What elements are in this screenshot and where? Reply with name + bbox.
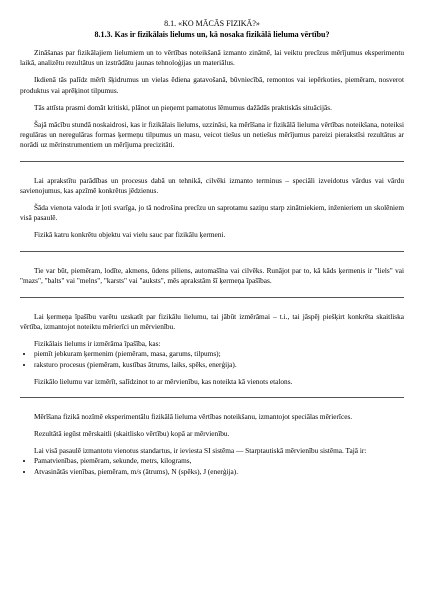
list-item: • Atvasinātās vienības, piemēram, m/s (ātrums), N (spēks), J (enerģija). (34, 467, 404, 477)
section-divider (20, 397, 404, 398)
section-divider (20, 297, 404, 298)
properties-paragraph: Tie var būt, piemēram, lodīte, akmens, ūdens piliens, automašīna vai cilvēks. Runājot par to, kā kāds ķermenis ir "liels" vai "mazs", "balts" vai "melns", "karsts" vai "auksts", mēs aprakstām šī ķermeņa īpašības. (20, 265, 404, 286)
intro-paragraph-2: Ikdienā tās palīdz mērīt šķidrumus un vielas ēdiena gatavošanā, būvniecībā, remontos vai iepērkoties, piemēram, nosverot produktus vai aprēķinot tilpumus. (20, 75, 404, 95)
terms-paragraph-3: Fizikā katru konkrētu objektu vai vielu sauc par fizikālu ķermeni. (34, 230, 226, 240)
section-divider (20, 161, 404, 162)
quantity-paragraph-2: Fizikālo lielumu var izmērīt, salīdzinot to ar mērvienību, kas noteikta kā vienots etalons. (34, 376, 293, 386)
measurement-paragraph-1: Mērīšana fizikā nozīmē eksperimentālu fizikālā lieluma vērtības noteikšanu, izmantojot speciālas mērierīces. (34, 412, 353, 422)
terms-paragraph-2: Šāda vienota valoda ir ļoti svarīga, jo tā nodrošina precīzu un saprotamu saziņu starp zinātniekiem, inženieriem un skolēniem visā pasaulē. (20, 203, 404, 223)
intro-paragraph-3: Tās attīsta prasmi domāt kritiski, plānot un pieņemt pamatotus lēmumus dažādās praktiskās situācijās. (34, 102, 332, 112)
measurement-paragraph-3: Lai visā pasaulē izmantotu vienotus standartus, ir ieviesta SI sistēma — Starptautiskā mērvienību sistēma. Tajā ir: (34, 445, 367, 455)
quantity-list (20, 349, 404, 370)
list-item: • piemīt jebkuram ķermenim (piemēram, masa, garums, tilpums); (34, 349, 404, 359)
measurement-paragraph-2: Rezultātā iegūst mērskaitli (skaitlisko vērtību) kopā ar mērvienību. (34, 428, 230, 438)
list-item: • Pamatvienības, piemēram, sekunde, metrs, kilograms, (34, 456, 404, 466)
si-list (20, 456, 404, 477)
list-item: • raksturo procesus (piemēram, kustības ātrums, laiks, spēks, enerģija). (34, 360, 404, 370)
chapter-title: 8.1. «KO MĀCĀS FIZIKĀ?» (164, 19, 260, 28)
quantity-paragraph-1: Lai ķermeņa īpašību varētu uzskatīt par fizikālu lielumu, tai jābūt izmērāmai – t.i., tai jāspēj piešķirt konkrēta skaitliska vērtība, izmantojot noteiktu mērierīci un mērvienību. (20, 311, 404, 331)
section-title: 8.1.3. Kas ir fizikālais lielums un, kā nosaka fizikālā lieluma vērtību? (94, 30, 330, 39)
section-divider (20, 251, 404, 252)
intro-paragraph-1: Zināšanas par fizikālajiem lielumiem un to vērtības noteikšanā izmanto zinātnē, lai veiktu precīzus mērījumus eksperimentu laikā, analizētu rezultātus un izstrādātu jaunas tehnoloģijas un materiālus. (20, 48, 404, 68)
terms-paragraph-1: Lai aprakstītu parādības un procesus dabā un tehnikā, cilvēki izmanto terminus – speciāli izveidotus vārdus vai vārdu savienojumus, kas apzīmē konkrētus jēdzienus. (20, 175, 404, 196)
intro-paragraph-4: Šajā mācību stundā noskaidrosi, kas ir fizikālais lielums, uzzināsi, ka mērīšana ir fizikālā lieluma vērtības noteikšana, noteiksi regulāras un neregulāras formas ķermeņu tilpumus un masu, veicot tiešus un netiešus mērījumus pareizi pierakstīsi rezultātus ar norādi uz mērinstrumentiem un mērījuma precizitāti. (20, 119, 404, 150)
quantity-list-intro: Fizikālais lielums ir izmērāma īpašība, kas: (34, 338, 161, 348)
